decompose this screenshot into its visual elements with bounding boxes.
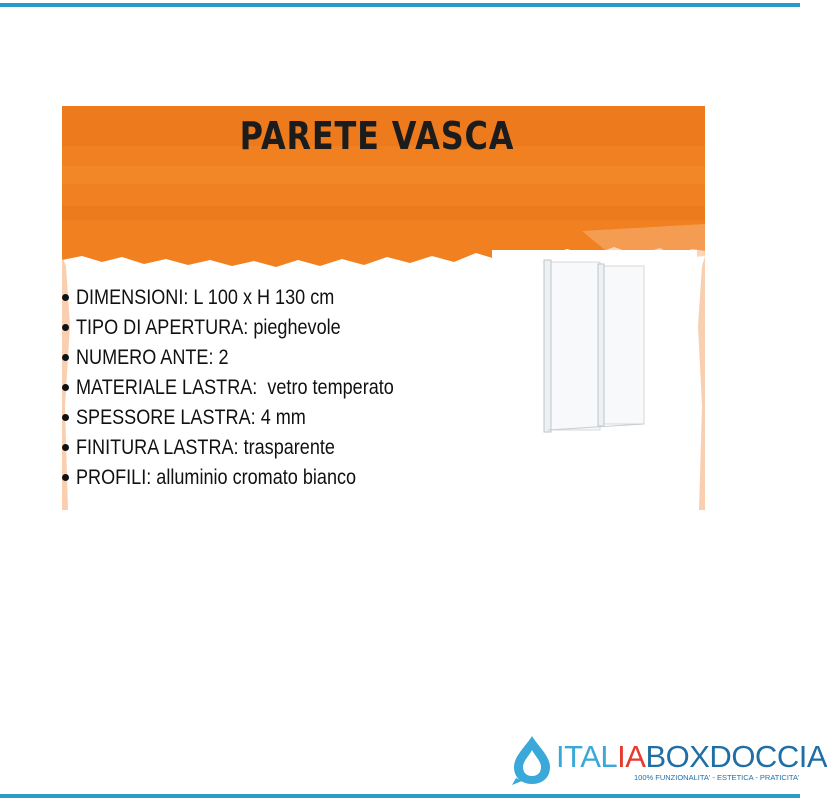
page-title: PARETE VASCA: [239, 114, 515, 158]
spec-item-spessore-lastra: SPESSORE LASTRA: 4 mm: [62, 403, 446, 433]
spec-value: trasparente: [238, 436, 335, 459]
spec-value: pieghevole: [248, 316, 341, 339]
spec-label: SPESSORE LASTRA: [76, 406, 251, 429]
shower-panel-image: [492, 250, 697, 498]
spec-label: MATERIALE LASTRA: [76, 376, 253, 399]
bullet-icon: [62, 414, 69, 421]
spec-label: FINITURA LASTRA: [76, 436, 234, 459]
spec-label: DIMENSIONI: [76, 286, 184, 309]
spec-label: NUMERO ANTE: [76, 346, 209, 369]
spec-item-tipo-apertura: TIPO DI APERTURA: pieghevole: [62, 313, 446, 343]
spec-label: TIPO DI APERTURA: [76, 316, 244, 339]
spec-item-finitura-lastra: FINITURA LASTRA: trasparente: [62, 433, 446, 463]
bullet-icon: [62, 294, 69, 301]
spec-value: 4 mm: [255, 406, 306, 429]
spec-item-numero-ante: NUMERO ANTE: 2: [62, 343, 446, 373]
logo-wordmark: ITALIABOXDOCCIA: [556, 739, 827, 774]
bullet-icon: [62, 324, 69, 331]
bullet-icon: [62, 474, 69, 481]
bullet-icon: [62, 384, 69, 391]
spec-item-dimensioni: DIMENSIONI: L 100 x H 130 cm: [62, 283, 446, 313]
spec-value: 2: [213, 346, 229, 369]
spec-value: L 100 x H 130 cm: [188, 286, 335, 309]
spec-value: vetro temperato: [257, 376, 394, 399]
bullet-icon: [62, 354, 69, 361]
spec-item-profili: PROFILI: alluminio cromato bianco: [62, 463, 446, 493]
logo-tagline: 100% FUNZIONALITA' - ESTETICA - PRATICITA': [634, 773, 800, 782]
bottom-accent-line: [0, 794, 800, 798]
brand-logo: [508, 734, 827, 790]
spec-item-materiale-lastra: MATERIALE LASTRA: vetro temperato: [62, 373, 446, 403]
bullet-icon: [62, 444, 69, 451]
spec-label: PROFILI: [76, 466, 147, 489]
water-drop-icon: [508, 734, 558, 786]
spec-list: [62, 283, 446, 493]
top-accent-line: [0, 3, 800, 7]
spec-value: alluminio cromato bianco: [151, 466, 357, 489]
